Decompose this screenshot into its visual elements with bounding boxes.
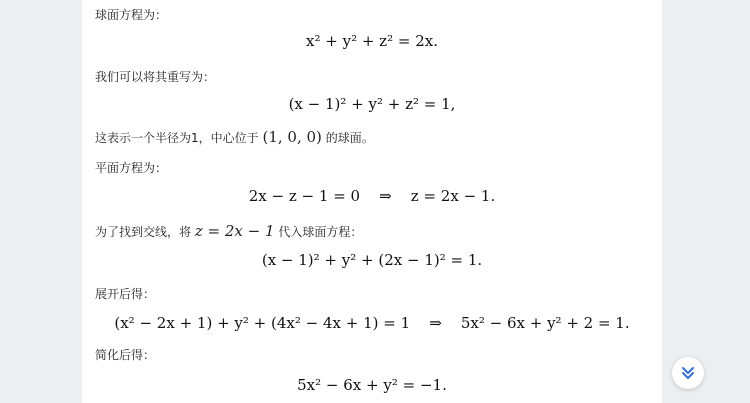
equation-plane: 2x − z − 1 = 0 ⇒ z = 2x − 1. xyxy=(248,187,496,205)
answer-content xyxy=(82,0,662,403)
equation-expanded: (x² − 2x + 1) + y² + (4x² − 4x + 1) = 1 ⇒ 5x² − 6x + y² + 2 = 1. xyxy=(114,314,630,332)
equation-substituted: (x − 1)² + y² + (2x − 1)² = 1. xyxy=(261,251,483,269)
text-expand-label: 展开后得： xyxy=(95,287,156,301)
text-plane-equation-label: 平面方程为： xyxy=(95,161,168,175)
text-sphere-description-pre: 这表示一个半径为1，中心位于 xyxy=(95,131,259,145)
math-center-point: (1, 0, 0) xyxy=(262,128,322,146)
text-rewrite-label: 我们可以将其重写为： xyxy=(95,70,216,84)
text-substitute-pre: 为了找到交线，将 xyxy=(95,225,192,239)
text-sphere-equation-label: 球面方程为： xyxy=(95,8,168,22)
double-chevron-down-icon xyxy=(680,365,696,381)
equation-simplified: 5x² − 6x + y² = −1. xyxy=(297,376,447,394)
equation-sphere-rewritten: (x − 1)² + y² + z² = 1, xyxy=(288,95,456,113)
text-sphere-description-post: 的球面。 xyxy=(325,131,374,145)
text-substitute xyxy=(95,222,362,240)
text-sphere-description xyxy=(95,128,374,146)
scroll-to-bottom-button[interactable] xyxy=(672,357,704,389)
equation-sphere: x² + y² + z² = 2x. xyxy=(306,32,438,50)
text-simplify-label: 简化后得： xyxy=(95,348,156,362)
text-substitute-post: 代入球面方程： xyxy=(278,225,363,239)
math-z-substitution: z = 2x − 1 xyxy=(194,222,275,240)
